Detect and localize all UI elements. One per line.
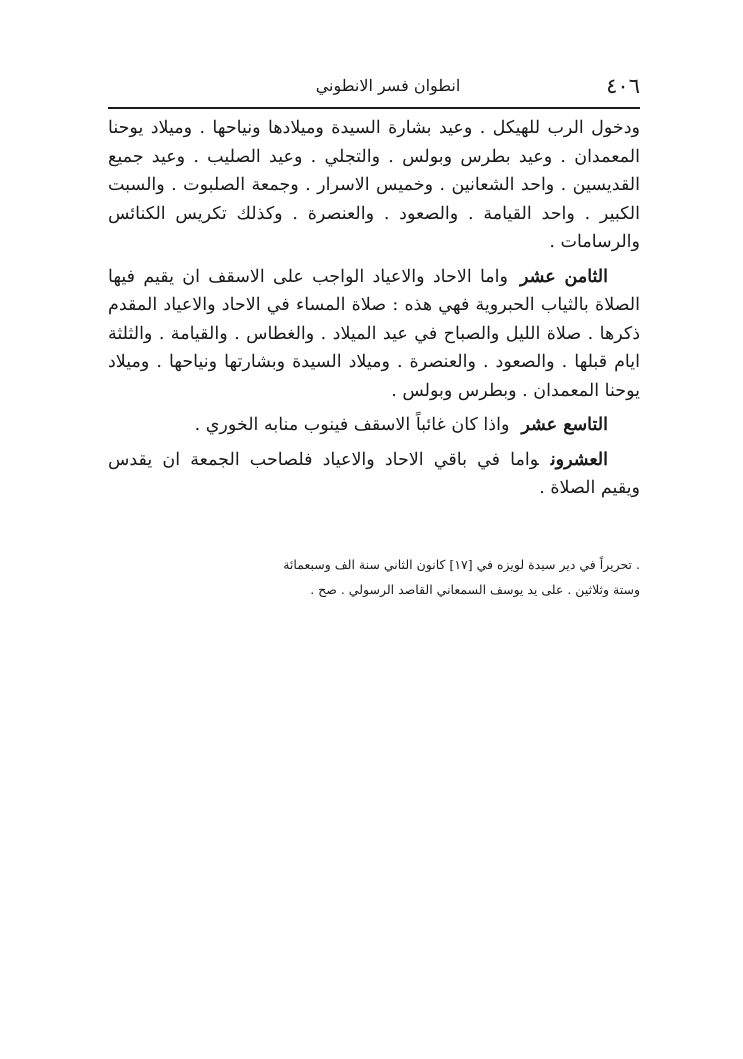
footnote-line-2: وستة وثلاثين . على يد يوسف السمعاني القاصد الرسولي . صح . bbox=[310, 582, 640, 597]
header-rule bbox=[108, 107, 640, 109]
paragraph-nineteenth bbox=[108, 411, 640, 440]
page-header bbox=[108, 70, 640, 106]
paragraph-continued: ودخول الرب للهيكل . وعيد بشارة السيدة وميلادها ونياحها . وميلاد يوحنا المعمدان . وعيد بطرس وبولس . والتجلي . وعيد الصليب . وعيد جميع القديسين . واحد الشعانين . وخميس الاسرار . وجمعة الصلبوت . والسبت الكبير . واحد القيامة . والصعود . والعنصرة . وكذلك تكريس الكنائس والرسامات . bbox=[108, 118, 640, 252]
section-heading-eighteenth: الثامن عشر bbox=[519, 266, 609, 287]
body-text bbox=[108, 114, 640, 503]
section-heading-nineteenth: التاسع عشر bbox=[521, 415, 608, 435]
paragraph-eighteenth bbox=[108, 263, 640, 406]
footnote-line-1: . تحريراً في دير سيدة لويزه في [١٧] كانون الثاني سنة الف وسبعمائة bbox=[283, 557, 640, 572]
paragraph-eighteenth-text: واما الاحاد والاعياد الواجب على الاسقف ان يقيم فيها الصلاة بالثياب الحبروية فهي هذه : صلاة المساء في الاحاد والاعياد المقدم ذكرها . صلاة الليل والصباح في عيد الميلاد . والغطاس . والقيامة . والثلثة ايام قبلها . والصعود . والعنصرة . وميلاد السيدة وبشارتها ونياحها . وميلاد يوحنا المعمدان . وبطرس وبولس . bbox=[108, 266, 640, 401]
section-heading-twentieth: العشرون bbox=[550, 449, 608, 470]
paragraph-twentieth-text: واما في باقي الاحاد والاعياد فلصاحب الجمعة ان يقدس ويقيم الصلاة . bbox=[108, 449, 640, 498]
paragraph-nineteenth-text: واذا كان غائباً الاسقف فينوب منابه الخوري . bbox=[194, 415, 510, 435]
paragraph-twentieth bbox=[108, 446, 640, 503]
footnote bbox=[108, 552, 640, 602]
page-number: ٤٠٦ bbox=[606, 74, 640, 98]
running-head: انطوان فسر الانطوني bbox=[315, 76, 461, 95]
